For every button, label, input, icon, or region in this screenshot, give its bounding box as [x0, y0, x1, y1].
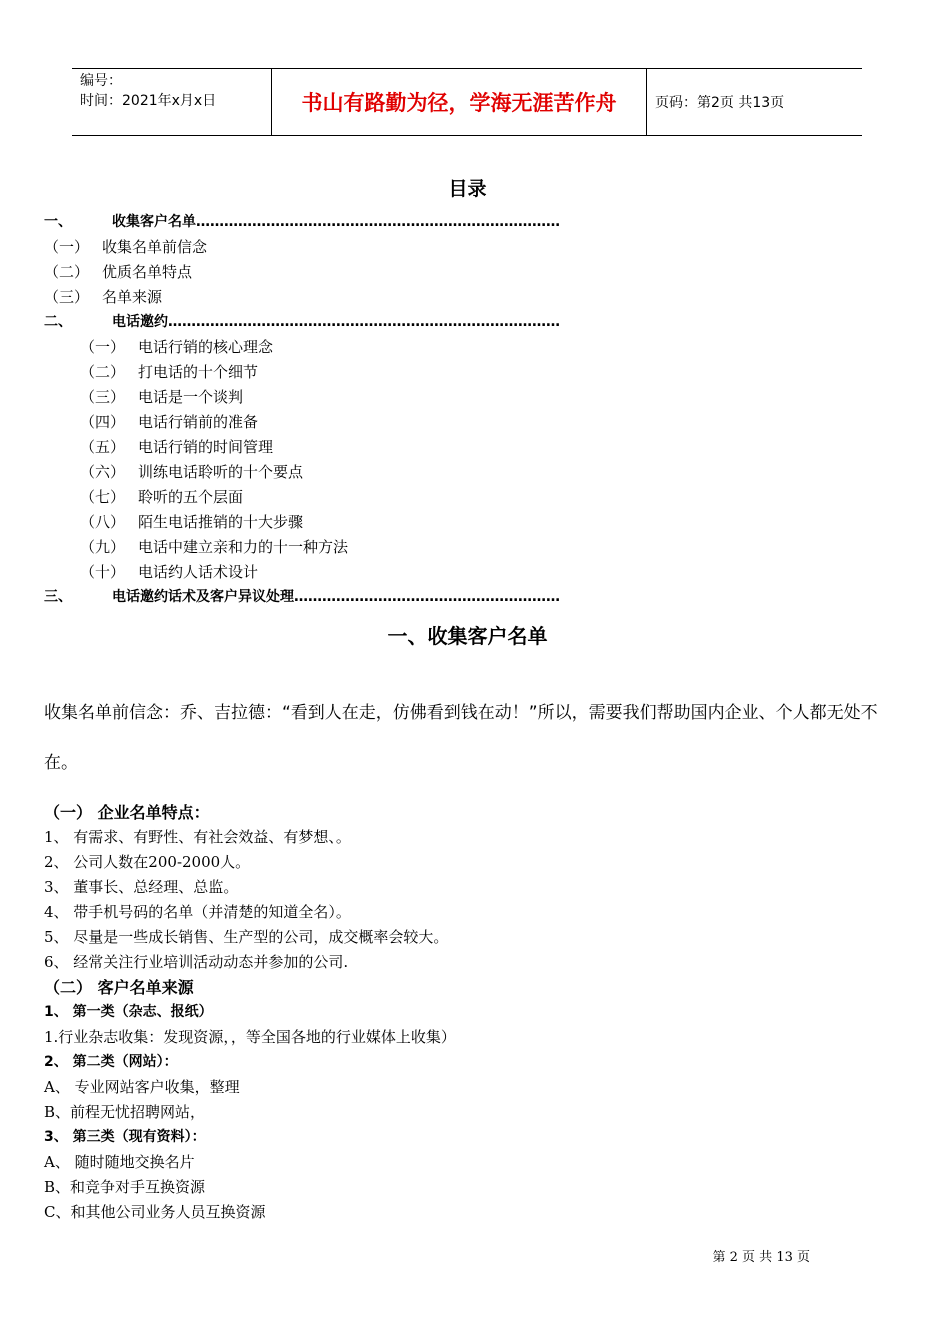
toc-item-number: 三、	[44, 589, 72, 605]
toc-item[interactable]	[44, 210, 584, 235]
toc-item-label: 陌生电话推销的十大步骤	[138, 513, 304, 531]
list-item: B、和竞争对手互换资源	[44, 1178, 206, 1196]
list-item: A、 随时随地交换名片	[44, 1153, 195, 1171]
header-motto: 书山有路勤为径，学海无涯苦作舟	[272, 69, 647, 135]
list-item: 6、 经常关注行业培训活动动态并参加的公司.	[44, 953, 349, 971]
toc-item[interactable]	[44, 510, 584, 535]
number-label: 编号：	[80, 73, 122, 89]
toc-item[interactable]	[44, 360, 584, 385]
toc-item[interactable]	[44, 260, 584, 285]
list-item: 1.行业杂志收集：发现资源，，等全国各地的行业媒体上收集）	[44, 1028, 456, 1046]
toc-item-number: （十）	[80, 563, 126, 581]
toc-leader-dots: …………………………………………………	[294, 589, 560, 605]
list-item: A、 专业网站客户收集，整理	[44, 1078, 240, 1096]
toc-item-label: 电话是一个谈判	[138, 388, 244, 406]
list-item: 1、 有需求、有野性、有社会效益、有梦想、。	[44, 828, 351, 846]
toc-item-label: 打电话的十个细节	[138, 363, 259, 381]
toc-item[interactable]	[44, 410, 584, 435]
toc-item-number: （二）	[44, 263, 90, 281]
toc-item[interactable]	[44, 535, 584, 560]
header-table	[72, 68, 862, 136]
intro-paragraph: 收集名单前信念：乔、吉拉德：“看到人在走，仿佛看到钱在动！”所以，需要我们帮助国内企业、个人都无处不在。	[44, 703, 878, 773]
toc-item[interactable]	[44, 235, 584, 260]
toc-item-number: （九）	[80, 538, 126, 556]
toc-item-label: 收集名单前信念	[102, 238, 208, 256]
toc-item[interactable]	[44, 585, 584, 610]
header-page-code: 页码：第2页 共13页	[655, 95, 785, 111]
list-item: 4、 带手机号码的名单（并清楚的知道全名）。	[44, 903, 351, 921]
subheading-existing-data: 3、 第三类（现有资料）：	[44, 1129, 206, 1145]
toc-item[interactable]	[44, 485, 584, 510]
toc-item-number: （八）	[80, 513, 126, 531]
toc-item-number: （三）	[80, 388, 126, 406]
toc-item-number: （一）	[80, 338, 126, 356]
list-item: 2、 公司人数在200-2000人。	[44, 853, 251, 871]
time-label: 时间：2021年x月x日	[80, 93, 217, 109]
toc-item[interactable]	[44, 285, 584, 310]
toc-item-label: 电话中建立亲和力的十一种方法	[138, 538, 349, 556]
subheading-magazines: 1、 第一类（杂志、报纸）	[44, 1004, 213, 1020]
toc-item-label: 电话行销的时间管理	[138, 438, 274, 456]
toc-item-number: 二、	[44, 314, 72, 330]
toc-item-number: （三）	[44, 288, 90, 306]
toc-item-label: 聆听的五个层面	[138, 488, 244, 506]
toc-item-label: 电话邀约	[112, 314, 168, 330]
toc-item[interactable]	[44, 385, 584, 410]
section-title: 一、收集客户名单	[387, 624, 548, 648]
toc-item-number: 一、	[44, 214, 72, 230]
toc-item[interactable]	[44, 310, 584, 335]
list-item: 3、 董事长、总经理、总监。	[44, 878, 239, 896]
toc-item-number: （七）	[80, 488, 126, 506]
toc-item-number: （一）	[44, 238, 90, 256]
toc-item-label: 名单来源	[102, 288, 163, 306]
heading-client-sources: （二） 客户名单来源	[44, 978, 194, 997]
page-footer: 第 2 页 共 13 页	[712, 1250, 810, 1265]
toc-leader-dots: …………………………………………………………………………	[168, 314, 560, 330]
toc-item[interactable]	[44, 560, 584, 585]
list-item: C、和其他公司业务人员互换资源	[44, 1203, 266, 1221]
toc-leader-dots: ……………………………………………………………………	[196, 214, 560, 230]
toc-item-number: （六）	[80, 463, 126, 481]
toc-item-number: （五）	[80, 438, 126, 456]
toc-item[interactable]	[44, 435, 584, 460]
toc-item-label: 电话邀约话术及客户异议处理	[112, 589, 294, 605]
toc-item-label: 训练电话聆听的十个要点	[138, 463, 304, 481]
toc-item[interactable]	[44, 335, 584, 360]
toc-item-label: 收集客户名单	[112, 214, 196, 230]
header-meta	[72, 69, 272, 135]
toc-title: 目录	[448, 178, 487, 200]
toc-item-number: （二）	[80, 363, 126, 381]
toc-item-label: 电话行销前的准备	[138, 413, 259, 431]
list-item: B、前程无忧招聘网站，	[44, 1103, 206, 1121]
table-of-contents	[44, 210, 584, 610]
body-content	[44, 800, 904, 1225]
subheading-websites: 2、 第二类（网站）：	[44, 1054, 178, 1070]
toc-item-number: （四）	[80, 413, 126, 431]
toc-item-label: 优质名单特点	[102, 263, 193, 281]
toc-item-label: 电话约人话术设计	[138, 563, 259, 581]
toc-item-label: 电话行销的核心理念	[138, 338, 274, 356]
heading-enterprise-features: （一） 企业名单特点：	[44, 803, 210, 822]
list-item: 5、 尽量是一些成长销售、生产型的公司，成交概率会较大。	[44, 928, 449, 946]
toc-item[interactable]	[44, 460, 584, 485]
